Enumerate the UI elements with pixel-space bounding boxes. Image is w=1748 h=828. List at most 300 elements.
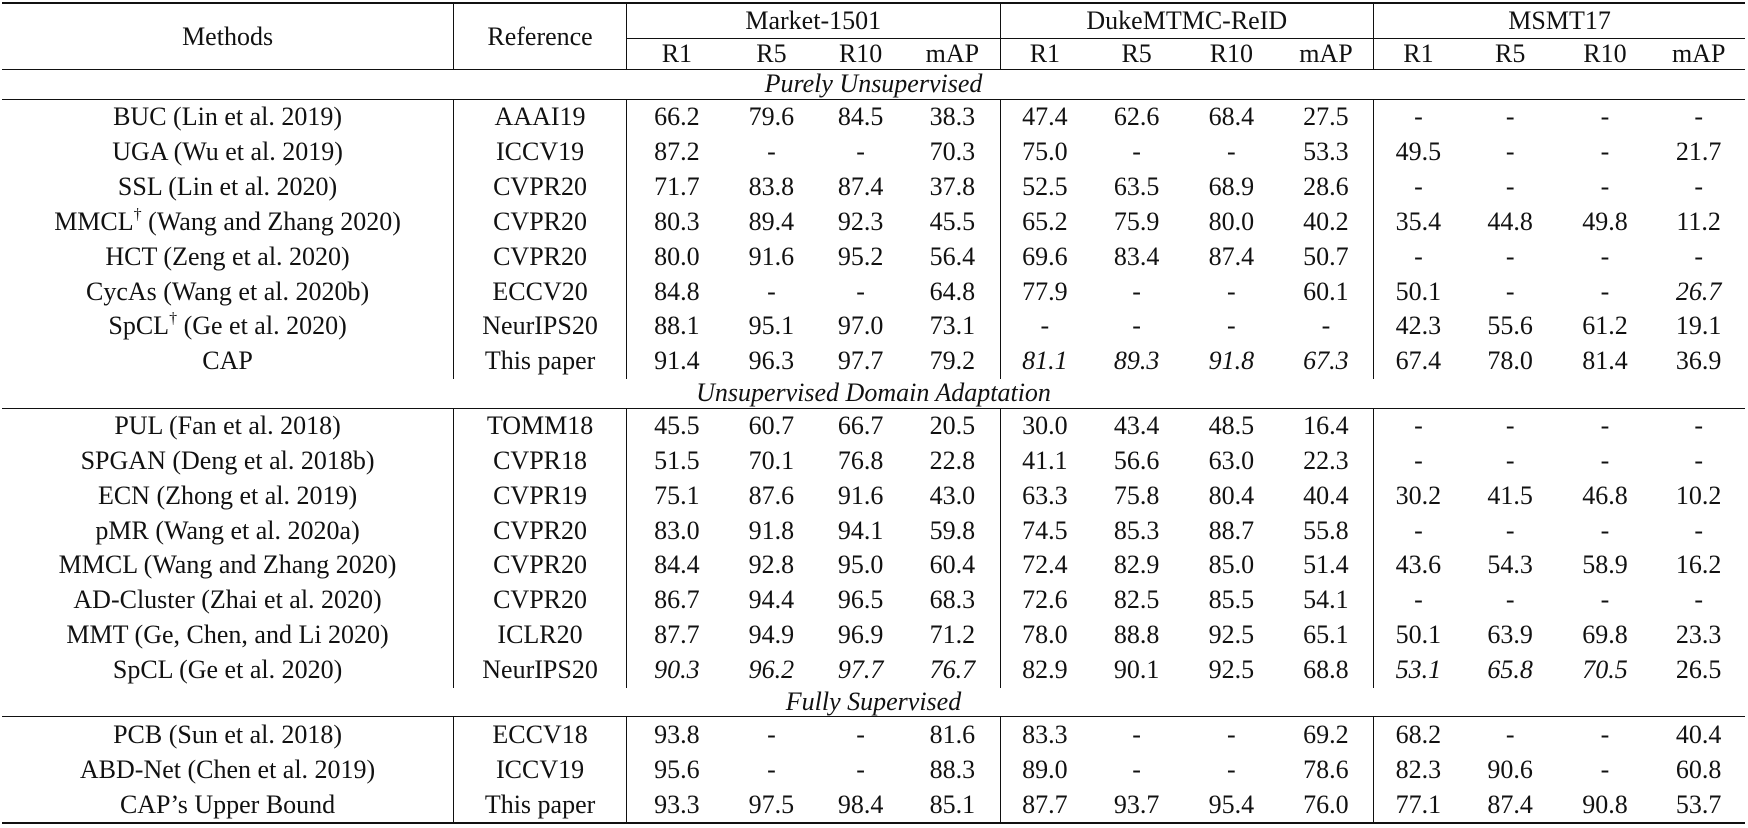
- table-row: [2, 99, 1745, 134]
- value-cell: 83.8: [748, 171, 795, 201]
- value-cell: 82.5: [1113, 585, 1160, 615]
- reference-cell: ICLR20: [454, 618, 627, 653]
- reference-cell: This paper: [454, 787, 627, 823]
- value-cell: -: [1694, 241, 1703, 271]
- value-cell: -: [1414, 585, 1423, 615]
- value-cell: 40.4: [1675, 719, 1722, 749]
- value-cell: -: [1505, 515, 1515, 545]
- value-cell: 60.7: [748, 410, 795, 440]
- section-header-row: [2, 70, 1745, 100]
- reference-cell: ECCV18: [454, 717, 627, 752]
- value-cell: 87.7: [1000, 787, 1089, 823]
- value-cell: 71.7: [654, 171, 700, 201]
- value-cell: 80.4: [1208, 480, 1255, 510]
- value-cell: -: [767, 137, 776, 167]
- value-cell: -: [1414, 102, 1423, 132]
- value-cell: -: [1132, 719, 1141, 749]
- value-cell: 16.4: [1279, 408, 1374, 443]
- value-cell: 68.4: [1208, 102, 1255, 132]
- value-cell: 78.0: [1022, 620, 1068, 650]
- reference-cell: CVPR20: [454, 513, 627, 548]
- value-cell: 89.0: [1022, 754, 1068, 784]
- value-cell: -: [856, 276, 865, 306]
- metric-header: R10: [1184, 39, 1279, 70]
- value-cell: 45.5: [905, 204, 1000, 239]
- value-cell: 84.5: [837, 102, 884, 132]
- value-cell: 41.1: [1022, 445, 1068, 475]
- table-row: [2, 548, 1745, 583]
- value-cell: 27.5: [1279, 99, 1374, 134]
- method-cell: MMCL (Wang and Zhang 2020): [2, 548, 454, 583]
- value-cell: 30.0: [1022, 410, 1068, 440]
- value-cell: 80.0: [1208, 206, 1255, 236]
- value-cell: 96.9: [837, 620, 884, 650]
- value-cell: 81.1: [1022, 346, 1068, 376]
- value-cell: 75.1: [654, 480, 700, 510]
- value-cell: 87.4: [837, 171, 884, 201]
- value-cell: -: [1132, 754, 1141, 784]
- value-cell: 23.3: [1675, 620, 1722, 650]
- reference-cell: ECCV20: [454, 274, 627, 309]
- value-cell: 93.8: [654, 719, 700, 749]
- value-cell: 41.5: [1487, 480, 1533, 510]
- value-cell: -: [1505, 241, 1515, 271]
- value-cell: 81.4: [1582, 346, 1628, 376]
- method-name: MMCL: [54, 206, 134, 236]
- table-row: [2, 513, 1745, 548]
- value-cell: 56.4: [905, 239, 1000, 274]
- reference-cell: CVPR19: [454, 478, 627, 513]
- value-cell: 97.7: [837, 346, 884, 376]
- method-cell: SpCL (Ge et al. 2020): [2, 653, 454, 688]
- value-cell: 56.6: [1113, 445, 1160, 475]
- value-cell: 92.8: [748, 550, 795, 580]
- method-cell: BUC (Lin et al. 2019): [2, 99, 454, 134]
- method-cell: PUL (Fan et al. 2018): [2, 408, 454, 443]
- reference-cell: ICCV19: [454, 752, 627, 787]
- value-cell: 58.9: [1582, 550, 1628, 580]
- value-cell: -: [1414, 445, 1423, 475]
- value-cell: -: [856, 719, 865, 749]
- value-cell: 68.9: [1208, 171, 1255, 201]
- value-cell: -: [1414, 171, 1423, 201]
- value-cell: 95.4: [1184, 787, 1279, 823]
- value-cell: -: [767, 754, 776, 784]
- method-cell: SPGAN (Deng et al. 2018b): [2, 443, 454, 478]
- method-cell: PCB (Sun et al. 2018): [2, 717, 454, 752]
- value-cell: 38.3: [905, 99, 1000, 134]
- method-cell: HCT (Zeng et al. 2020): [2, 239, 454, 274]
- value-cell: 54.3: [1487, 550, 1533, 580]
- value-cell: -: [1505, 719, 1515, 749]
- value-cell: 26.7: [1675, 276, 1722, 306]
- value-cell: 85.5: [1208, 585, 1255, 615]
- value-cell: 78.0: [1487, 346, 1533, 376]
- value-cell: 60.1: [1279, 274, 1374, 309]
- value-cell: -: [1227, 276, 1236, 306]
- value-cell: 68.8: [1279, 653, 1374, 688]
- value-cell: 51.5: [654, 445, 700, 475]
- value-cell: 50.1: [1395, 276, 1442, 306]
- value-cell: 95.0: [837, 550, 884, 580]
- value-cell: 70.3: [905, 135, 1000, 170]
- methods-header: Methods: [2, 3, 454, 70]
- value-cell: 50.7: [1279, 239, 1374, 274]
- value-cell: -: [1505, 276, 1515, 306]
- method-cell: ABD-Net (Chen et al. 2019): [2, 752, 454, 787]
- method-cell: [2, 309, 454, 344]
- value-cell: 95.2: [837, 241, 884, 271]
- value-cell: 22.8: [905, 443, 1000, 478]
- method-cell: MMT (Ge, Chen, and Li 2020): [2, 618, 454, 653]
- value-cell: 92.5: [1208, 620, 1255, 650]
- table-body: [2, 70, 1745, 824]
- value-cell: 48.5: [1208, 410, 1255, 440]
- value-cell: 80.0: [654, 241, 700, 271]
- value-cell: 87.4: [1463, 787, 1558, 823]
- value-cell: 97.0: [837, 311, 884, 341]
- value-cell: 81.6: [905, 717, 1000, 752]
- value-cell: 30.2: [1395, 480, 1442, 510]
- value-cell: 94.9: [748, 620, 795, 650]
- value-cell: 98.4: [816, 787, 905, 823]
- table-row: [2, 787, 1745, 823]
- value-cell: 76.8: [837, 445, 884, 475]
- value-cell: 88.8: [1113, 620, 1160, 650]
- value-cell: 88.7: [1208, 515, 1255, 545]
- value-cell: 72.4: [1022, 550, 1068, 580]
- value-cell: 87.2: [654, 137, 700, 167]
- value-cell: -: [1132, 311, 1141, 341]
- value-cell: 47.4: [1022, 102, 1068, 132]
- value-cell: 83.0: [654, 515, 700, 545]
- value-cell: 54.1: [1279, 583, 1374, 618]
- metric-header: R5: [1463, 39, 1558, 70]
- table-row: [2, 618, 1745, 653]
- value-cell: -: [1600, 276, 1610, 306]
- value-cell: 68.3: [905, 583, 1000, 618]
- value-cell: 62.6: [1113, 102, 1160, 132]
- method-cell: CycAs (Wang et al. 2020b): [2, 274, 454, 309]
- value-cell: 85.1: [905, 787, 1000, 823]
- value-cell: 60.8: [1675, 754, 1722, 784]
- reference-cell: CVPR18: [454, 443, 627, 478]
- value-cell: -: [1227, 754, 1236, 784]
- value-cell: 35.4: [1395, 206, 1442, 236]
- value-cell: 80.3: [654, 206, 700, 236]
- value-cell: -: [856, 137, 865, 167]
- value-cell: -: [1505, 585, 1515, 615]
- table-row: [2, 478, 1745, 513]
- value-cell: -: [1694, 445, 1703, 475]
- value-cell: -: [1694, 171, 1703, 201]
- method-cell: CAP: [2, 344, 454, 379]
- value-cell: -: [1505, 171, 1515, 201]
- value-cell: 94.4: [748, 585, 795, 615]
- value-cell: 50.1: [1395, 620, 1442, 650]
- value-cell: 91.8: [1208, 346, 1255, 376]
- value-cell: 21.7: [1675, 137, 1722, 167]
- value-cell: 91.4: [654, 346, 700, 376]
- value-cell: 87.4: [1208, 241, 1255, 271]
- section-header-row: [2, 379, 1745, 408]
- metric-header: R1: [1000, 39, 1089, 70]
- reference-cell: ICCV19: [454, 135, 627, 170]
- value-cell: 55.8: [1279, 513, 1374, 548]
- value-cell: 69.2: [1279, 717, 1374, 752]
- value-cell: 28.6: [1279, 170, 1374, 205]
- value-cell: 69.6: [1022, 241, 1068, 271]
- value-cell: -: [1227, 719, 1236, 749]
- value-cell: 72.6: [1022, 585, 1068, 615]
- metric-header: mAP: [1279, 39, 1374, 70]
- value-cell: 49.8: [1582, 206, 1628, 236]
- metric-header: R10: [816, 39, 905, 70]
- table-row: [2, 408, 1745, 443]
- value-cell: -: [1505, 137, 1515, 167]
- method-cell: CAP’s Upper Bound: [2, 787, 454, 823]
- reference-cell: NeurIPS20: [454, 653, 627, 688]
- value-cell: 79.2: [905, 344, 1000, 379]
- value-cell: 84.8: [654, 276, 700, 306]
- value-cell: 90.1: [1113, 655, 1160, 685]
- value-cell: 78.6: [1279, 752, 1374, 787]
- section-header-row: [2, 688, 1745, 717]
- value-cell: 77.9: [1022, 276, 1068, 306]
- table-row: [2, 583, 1745, 618]
- table-row: [2, 653, 1745, 688]
- section-title: Purely Unsupervised: [2, 70, 1745, 100]
- value-cell: 66.2: [654, 102, 700, 132]
- value-cell: 22.3: [1279, 443, 1374, 478]
- table-row: [2, 239, 1745, 274]
- value-cell: 83.3: [1022, 719, 1068, 749]
- value-cell: -: [1414, 241, 1423, 271]
- section-title: Fully Supervised: [2, 688, 1745, 717]
- value-cell: 66.7: [837, 410, 884, 440]
- value-cell: -: [1227, 311, 1236, 341]
- value-cell: -: [1600, 585, 1610, 615]
- value-cell: 96.5: [837, 585, 884, 615]
- value-cell: 59.8: [905, 513, 1000, 548]
- table-row: [2, 135, 1745, 170]
- value-cell: 53.7: [1652, 787, 1745, 823]
- value-cell: 11.2: [1676, 206, 1721, 236]
- value-cell: 96.2: [748, 655, 795, 685]
- value-cell: 91.6: [748, 241, 795, 271]
- value-cell: 97.7: [837, 655, 884, 685]
- method-name: SpCL: [108, 311, 170, 341]
- reference-cell: CVPR20: [454, 170, 627, 205]
- value-cell: 93.3: [626, 787, 726, 823]
- value-cell: -: [767, 719, 776, 749]
- value-cell: 70.1: [748, 445, 795, 475]
- table-row: [2, 344, 1745, 379]
- value-cell: 63.9: [1487, 620, 1533, 650]
- reference-cell: This paper: [454, 344, 627, 379]
- method-citation: (Ge et al. 2020): [177, 311, 347, 341]
- value-cell: 20.5: [905, 408, 1000, 443]
- table-row: [2, 752, 1745, 787]
- method-citation: (Wang and Zhang 2020): [141, 206, 401, 236]
- value-cell: 86.7: [654, 585, 700, 615]
- value-cell: 68.2: [1395, 719, 1442, 749]
- value-cell: 87.6: [748, 480, 795, 510]
- value-cell: 36.9: [1675, 346, 1722, 376]
- value-cell: 90.3: [654, 655, 700, 685]
- value-cell: -: [1227, 137, 1236, 167]
- reference-cell: CVPR20: [454, 239, 627, 274]
- value-cell: 53.3: [1279, 135, 1374, 170]
- table-row: [2, 443, 1745, 478]
- value-cell: -: [767, 276, 776, 306]
- results-table: [2, 2, 1745, 824]
- table-row: [2, 309, 1745, 344]
- value-cell: -: [1600, 171, 1610, 201]
- value-cell: -: [1600, 515, 1610, 545]
- method-cell: UGA (Wu et al. 2019): [2, 135, 454, 170]
- reference-header: Reference: [454, 3, 627, 70]
- reference-cell: TOMM18: [454, 408, 627, 443]
- value-cell: 75.9: [1113, 206, 1160, 236]
- value-cell: 82.9: [1113, 550, 1160, 580]
- value-cell: -: [1279, 309, 1374, 344]
- value-cell: 92.3: [837, 206, 884, 236]
- dataset-header: DukeMTMC-ReID: [1000, 3, 1374, 39]
- value-cell: 87.7: [654, 620, 700, 650]
- value-cell: 63.5: [1113, 171, 1160, 201]
- value-cell: 97.5: [727, 787, 816, 823]
- value-cell: 53.1: [1395, 655, 1442, 685]
- method-cell: pMR (Wang et al. 2020a): [2, 513, 454, 548]
- value-cell: 64.8: [905, 274, 1000, 309]
- value-cell: -: [1132, 137, 1141, 167]
- value-cell: 76.7: [905, 653, 1000, 688]
- value-cell: 44.8: [1487, 206, 1533, 236]
- metric-header: R1: [1374, 39, 1463, 70]
- section-title: Unsupervised Domain Adaptation: [2, 379, 1745, 408]
- value-cell: 19.1: [1675, 311, 1722, 341]
- value-cell: 82.3: [1395, 754, 1442, 784]
- value-cell: 61.2: [1582, 311, 1628, 341]
- value-cell: -: [1505, 102, 1515, 132]
- value-cell: 10.2: [1675, 480, 1722, 510]
- value-cell: 95.1: [748, 311, 795, 341]
- method-cell: ECN (Zhong et al. 2019): [2, 478, 454, 513]
- value-cell: 55.6: [1487, 311, 1533, 341]
- metric-header: R5: [1089, 39, 1184, 70]
- value-cell: 43.6: [1395, 550, 1442, 580]
- metric-header: R5: [727, 39, 816, 70]
- value-cell: 95.6: [654, 754, 700, 784]
- value-cell: 91.6: [837, 480, 884, 510]
- value-cell: 60.4: [905, 548, 1000, 583]
- value-cell: -: [1694, 585, 1703, 615]
- value-cell: 70.5: [1582, 655, 1628, 685]
- value-cell: 46.8: [1582, 480, 1628, 510]
- value-cell: -: [1600, 410, 1610, 440]
- table-row: [2, 170, 1745, 205]
- table-row: [2, 204, 1745, 239]
- value-cell: -: [1414, 515, 1423, 545]
- value-cell: 93.7: [1089, 787, 1184, 823]
- metric-header: mAP: [905, 39, 1000, 70]
- value-cell: -: [1600, 719, 1610, 749]
- method-cell: [2, 204, 454, 239]
- dagger-marker: †: [169, 310, 178, 328]
- reference-cell: CVPR20: [454, 583, 627, 618]
- value-cell: 49.5: [1395, 137, 1442, 167]
- value-cell: 79.6: [748, 102, 795, 132]
- value-cell: -: [1600, 445, 1610, 475]
- reference-cell: NeurIPS20: [454, 309, 627, 344]
- value-cell: 94.1: [837, 515, 884, 545]
- value-cell: 74.5: [1022, 515, 1068, 545]
- value-cell: 42.3: [1395, 311, 1442, 341]
- dataset-header: MSMT17: [1374, 3, 1745, 39]
- value-cell: 67.3: [1279, 344, 1374, 379]
- reference-cell: CVPR20: [454, 548, 627, 583]
- value-cell: -: [856, 754, 865, 784]
- metric-header: R10: [1558, 39, 1653, 70]
- value-cell: 96.3: [748, 346, 795, 376]
- value-cell: 63.0: [1208, 445, 1255, 475]
- value-cell: -: [1040, 311, 1050, 341]
- method-cell: AD-Cluster (Zhai et al. 2020): [2, 583, 454, 618]
- value-cell: -: [1505, 445, 1515, 475]
- value-cell: 65.2: [1022, 206, 1068, 236]
- value-cell: -: [1694, 410, 1703, 440]
- value-cell: 77.1: [1374, 787, 1463, 823]
- value-cell: -: [1132, 276, 1141, 306]
- value-cell: 51.4: [1279, 548, 1374, 583]
- dagger-marker: †: [133, 205, 142, 223]
- method-cell: SSL (Lin et al. 2020): [2, 170, 454, 205]
- value-cell: 75.8: [1113, 480, 1160, 510]
- value-cell: 91.8: [748, 515, 795, 545]
- value-cell: 43.4: [1113, 410, 1160, 440]
- value-cell: 90.6: [1487, 754, 1533, 784]
- metric-header: R1: [626, 39, 726, 70]
- reference-cell: CVPR20: [454, 204, 627, 239]
- value-cell: 88.3: [905, 752, 1000, 787]
- value-cell: 45.5: [654, 410, 700, 440]
- value-cell: 65.1: [1279, 618, 1374, 653]
- value-cell: -: [1600, 241, 1610, 271]
- value-cell: -: [1600, 754, 1610, 784]
- value-cell: -: [1694, 515, 1703, 545]
- value-cell: 63.3: [1022, 480, 1068, 510]
- value-cell: 85.3: [1113, 515, 1160, 545]
- value-cell: 89.4: [748, 206, 795, 236]
- value-cell: 16.2: [1675, 550, 1722, 580]
- value-cell: -: [1414, 410, 1423, 440]
- dataset-header: Market-1501: [626, 3, 1000, 39]
- value-cell: -: [1600, 102, 1610, 132]
- value-cell: 76.0: [1279, 787, 1374, 823]
- table-row: [2, 717, 1745, 752]
- value-cell: 52.5: [1022, 171, 1068, 201]
- value-cell: 90.8: [1558, 787, 1653, 823]
- value-cell: 88.1: [654, 311, 700, 341]
- value-cell: 89.3: [1113, 346, 1160, 376]
- value-cell: 40.2: [1279, 204, 1374, 239]
- value-cell: 83.4: [1113, 241, 1160, 271]
- value-cell: -: [1694, 102, 1703, 132]
- value-cell: 85.0: [1208, 550, 1255, 580]
- table-row: [2, 274, 1745, 309]
- value-cell: 65.8: [1487, 655, 1533, 685]
